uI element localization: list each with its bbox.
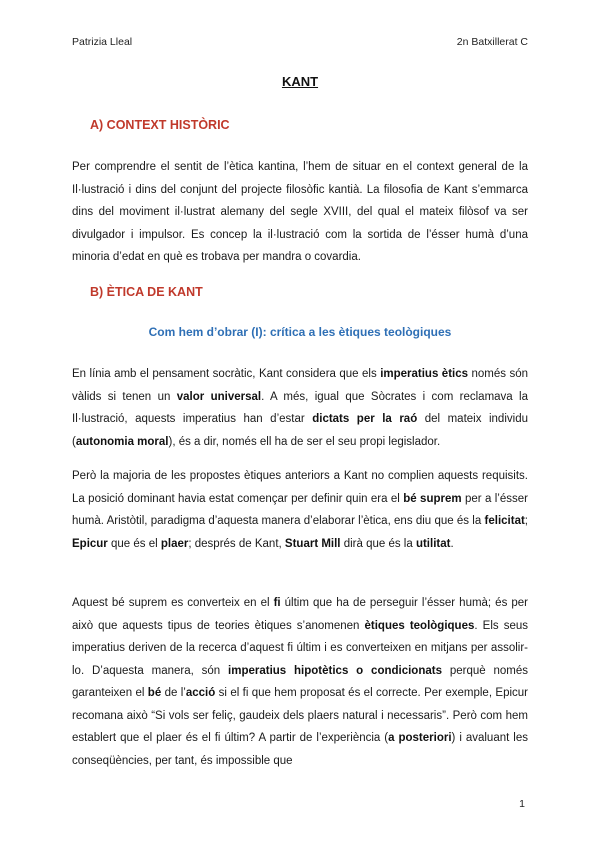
section-b-heading: B) ÈTICA DE KANT bbox=[90, 285, 203, 299]
paragraph-imperatives: En línia amb el pensament socràtic, Kant considera que els imperatius ètics només són vàlids si tenen un valor universal. A més, igual que Sòcrates i com reclamava la Il·lustració, aquests imperatius han d’estar dictats per la raó del mateix individu (autonomia moral), és a dir, només ell ha de ser el seu propi legislador. bbox=[72, 368, 529, 448]
document-title: KANT bbox=[281, 74, 319, 89]
section-a-heading: A) CONTEXT HISTÒRIC bbox=[90, 118, 230, 132]
paragraph-teleological: Aquest bé suprem es converteix en el fi últim que ha de perseguir l’ésser humà; és per això que aquests tipus de teories ètiques s’anomenen ètiques teològiques. Els seus imperatius deriven de la recerca d’aquest fi últim i es converteixen en mitjans per assolir-lo. D’aquesta manera, són imperatius hipotètics o condicionats perquè només garanteixen el bé de l’acció si el fi que hem proposat és el correcte. Per exemple, Epicur recomana això “Si vols ser feliç, gaudeix dels plaers natural i necessaris”. Però com hem establert que el plaer és el fi últim? A partir de l’experiència (a posteriori) i avaluant les conseqüències, per tant, és impossible que bbox=[72, 597, 528, 767]
paragraph-supreme-good: Però la majoria de les propostes ètiques anteriors a Kant no complien aquests requisits. La posició dominant havia estat començar per definir quin era el bé suprem per a l’ésser humà. Aristòtil, paradigma d’aquesta manera d’elaborar l’ètica, ens diu que és la felicitat; Epicur que és el plaer; després de Kant, Stuart Mill dirà que és la utilitat. bbox=[72, 470, 528, 550]
header-author: Patrizia Lleal bbox=[72, 36, 133, 48]
paragraph-context: Per comprendre el sentit de l’ètica kantina, l’hem de situar en el context general de la Il·lustració i dins del conjunt del projecte filosòfic kantià. La filosofia de Kant s’emmarca dins del moviment il·lustrat alemany del segle XVIII, del qual el mateix filòsof va ser divulgador i impulsor. Es concep la il·lustració com la sortida de l’ésser humà d’una minoria d’edat en què es trobava per mandra o covardia. bbox=[72, 161, 528, 263]
subsection-heading: Com hem d’obrar (I): crítica a les ètiques teològiques bbox=[148, 325, 452, 339]
header-class: 2n Batxillerat C bbox=[456, 36, 528, 48]
page-number: 1 bbox=[519, 798, 525, 810]
